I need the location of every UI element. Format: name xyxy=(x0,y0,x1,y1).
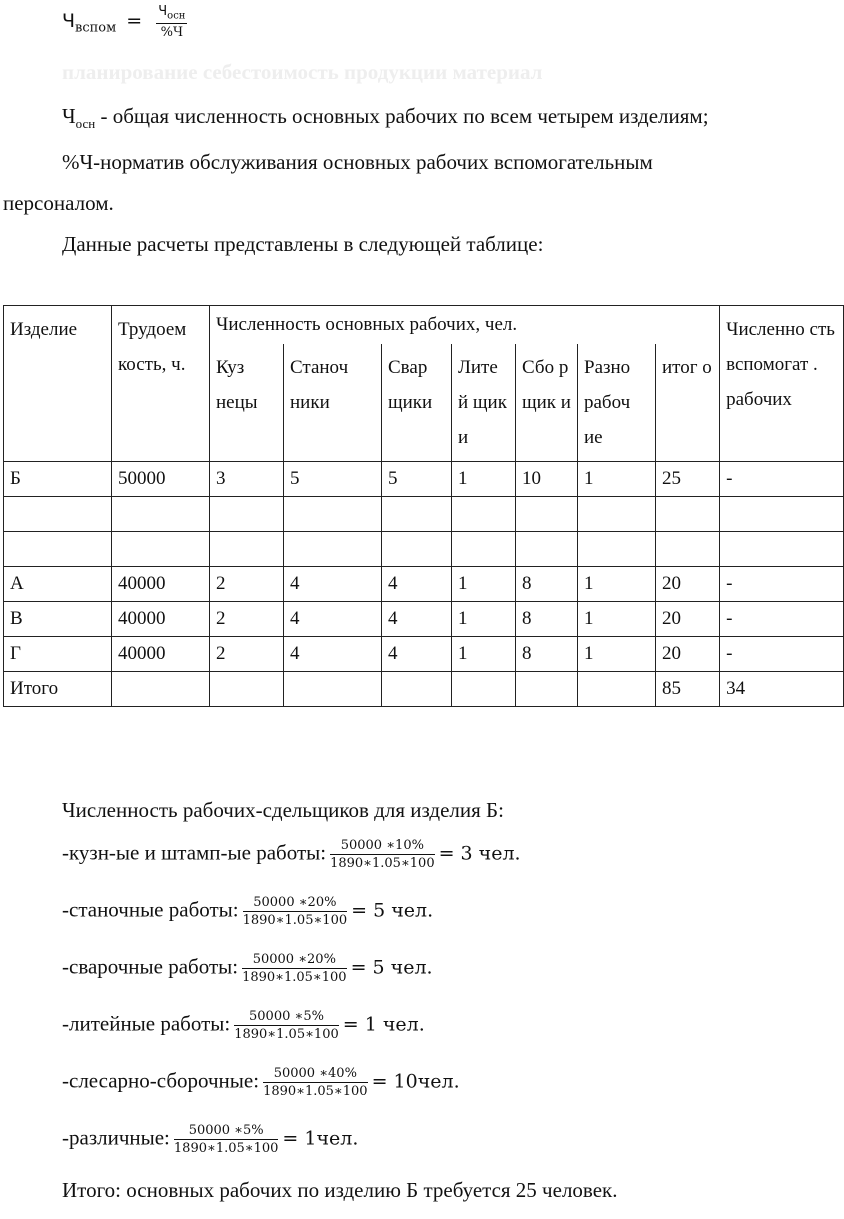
header-labor: Трудоем кость, ч. xyxy=(112,306,210,462)
table-row xyxy=(4,462,844,497)
table-cell: Итого xyxy=(4,672,112,707)
sub-header-assemblers: Сбо р щик и xyxy=(516,344,578,462)
table-cell xyxy=(382,497,452,532)
sub-header-machinists: Станоч ники xyxy=(284,344,382,462)
calc-fraction xyxy=(330,838,435,871)
table-cell: 3 xyxy=(210,462,284,497)
workers-table xyxy=(3,305,844,707)
table-cell: 4 xyxy=(382,567,452,602)
formula-num-sub: осн xyxy=(167,10,186,22)
table-cell xyxy=(516,532,578,567)
formula-eq: = xyxy=(126,9,143,32)
formula-den: %Ч xyxy=(160,24,184,40)
header-aux-workers: Численно сть вспомогат . рабочих xyxy=(720,306,844,462)
calc-label: -сварочные работы: xyxy=(62,954,239,979)
table-cell: 25 xyxy=(656,462,720,497)
table-cell xyxy=(284,672,382,707)
calc-result: = 3 чел. xyxy=(438,842,521,865)
table-cell: 85 xyxy=(656,672,720,707)
table-row xyxy=(4,637,844,672)
formula-lhs-sub: вспом xyxy=(75,20,117,36)
table-cell xyxy=(112,532,210,567)
table-cell xyxy=(210,672,284,707)
calc-denominator: 1890∗1.05∗100 xyxy=(242,913,348,928)
table-cell: В xyxy=(4,602,112,637)
table-cell xyxy=(4,532,112,567)
sub-header-total: итог о xyxy=(656,344,720,462)
def1-sub: осн xyxy=(75,116,96,132)
table-cell: 34 xyxy=(720,672,844,707)
table-cell: 1 xyxy=(578,567,656,602)
table-row xyxy=(4,497,844,532)
table-cell: 20 xyxy=(656,637,720,672)
table-intro: Данные расчеты представлены в следующей таблице: xyxy=(62,232,544,256)
calc-result: = 1 чел. xyxy=(342,1013,425,1036)
table-cell xyxy=(210,497,284,532)
table-cell xyxy=(452,532,516,567)
table-row xyxy=(4,602,844,637)
header-main-workers: Численность основных рабочих, чел. xyxy=(210,306,720,345)
calc-line xyxy=(62,1066,460,1099)
calc-result: = 5 чел. xyxy=(351,899,434,922)
table-row xyxy=(4,532,844,567)
calc-label: -слесарно-сборочные: xyxy=(62,1068,260,1093)
table-cell: 5 xyxy=(382,462,452,497)
table-cell xyxy=(382,532,452,567)
table-cell: 1 xyxy=(452,567,516,602)
table-cell: 1 xyxy=(578,602,656,637)
table-cell: - xyxy=(720,567,844,602)
calc-line xyxy=(62,895,433,928)
def1-symbol: Ч xyxy=(62,104,76,128)
sub-header-founders: Лите й щик и xyxy=(452,344,516,462)
table-cell: 5 xyxy=(284,462,382,497)
table-cell: 40000 xyxy=(112,602,210,637)
table-cell: - xyxy=(720,462,844,497)
sub-header-smiths: Куз нецы xyxy=(210,344,284,462)
formula-num: Ч xyxy=(158,4,168,19)
table-row xyxy=(4,567,844,602)
table-cell: 20 xyxy=(656,567,720,602)
calc-denominator: 1890∗1.05∗100 xyxy=(234,1027,339,1042)
calc-line xyxy=(62,838,521,871)
calc-fraction xyxy=(242,952,347,985)
table-cell xyxy=(516,497,578,532)
formula-lhs: Ч xyxy=(62,9,76,32)
table-cell xyxy=(4,497,112,532)
table-cell: 4 xyxy=(382,602,452,637)
sub-header-laborers: Разно рабоч ие xyxy=(578,344,656,462)
table-cell xyxy=(578,672,656,707)
calc-denominator: 1890∗1.05∗100 xyxy=(242,970,347,985)
calc-result: = 10чел. xyxy=(371,1070,460,1093)
table-cell: - xyxy=(720,637,844,672)
table-cell: 40000 xyxy=(112,637,210,672)
table-cell: 10 xyxy=(516,462,578,497)
table-cell xyxy=(516,672,578,707)
table-cell: 1 xyxy=(578,637,656,672)
calc-label: -различные: xyxy=(62,1125,170,1150)
table-cell xyxy=(452,497,516,532)
calc-result: = 5 чел. xyxy=(350,956,433,979)
table-cell: 1 xyxy=(578,462,656,497)
calc-numerator: 50000 ∗10% xyxy=(330,838,435,855)
table-cell xyxy=(382,672,452,707)
table-cell: Г xyxy=(4,637,112,672)
calc-fraction xyxy=(263,1066,368,1099)
calc-denominator: 1890∗1.05∗100 xyxy=(330,856,435,871)
table-cell: Б xyxy=(4,462,112,497)
table-cell xyxy=(656,497,720,532)
table-cell: 4 xyxy=(284,637,382,672)
definition-main-workers xyxy=(62,104,709,132)
table-cell: - xyxy=(720,602,844,637)
table-cell: 8 xyxy=(516,637,578,672)
calc-result: = 1чел. xyxy=(282,1127,359,1150)
table-cell: 50000 xyxy=(112,462,210,497)
table-cell: 1 xyxy=(452,462,516,497)
calc-line xyxy=(62,1123,358,1156)
total-line: Итого: основных рабочих по изделию Б требуется 25 человек. xyxy=(62,1178,618,1202)
definition-norm-line2: персоналом. xyxy=(3,191,114,215)
table-cell xyxy=(656,532,720,567)
calc-numerator: 50000 ∗20% xyxy=(243,895,348,912)
def1-text: - общая численность основных рабочих по всем четырем изделиям; xyxy=(95,104,709,128)
table-cell xyxy=(452,672,516,707)
table-cell: 8 xyxy=(516,567,578,602)
calc-numerator: 50000 ∗5% xyxy=(234,1009,339,1026)
calc-numerator: 50000 ∗5% xyxy=(174,1123,279,1140)
table-cell xyxy=(284,532,382,567)
table-cell: 2 xyxy=(210,567,284,602)
table-cell: 40000 xyxy=(112,567,210,602)
table-cell xyxy=(210,532,284,567)
calc-fraction xyxy=(234,1009,339,1042)
table-cell: 4 xyxy=(382,637,452,672)
calc-label: -станочные работы: xyxy=(62,897,239,922)
table-cell xyxy=(112,497,210,532)
calc-label: -кузн-ые и штамп-ые работы: xyxy=(62,840,327,865)
calc-line xyxy=(62,952,433,985)
table-cell: 20 xyxy=(656,602,720,637)
table-row xyxy=(4,672,844,707)
table-cell xyxy=(112,672,210,707)
calc-line xyxy=(62,1009,425,1042)
definition-norm-line1: %Ч-норматив обслуживания основных рабочих вспомогательным xyxy=(62,150,653,174)
table-cell xyxy=(720,497,844,532)
table-cell: 1 xyxy=(452,637,516,672)
header-item: Изделие xyxy=(4,306,112,462)
formula-fraction xyxy=(156,4,187,40)
watermark-text: планирование себестоимость продукции материал xyxy=(62,60,543,84)
calc-fraction xyxy=(243,895,348,928)
calc-numerator: 50000 ∗20% xyxy=(242,952,347,969)
formula-aux-workers xyxy=(62,4,191,40)
calc-denominator: 1890∗1.05∗100 xyxy=(263,1084,368,1099)
table-cell xyxy=(578,497,656,532)
calc-label: -литейные работы: xyxy=(62,1011,231,1036)
table-cell: 2 xyxy=(210,602,284,637)
table-cell: А xyxy=(4,567,112,602)
calc-numerator: 50000 ∗40% xyxy=(263,1066,368,1083)
table-cell: 4 xyxy=(284,567,382,602)
table-cell xyxy=(578,532,656,567)
table-cell: 4 xyxy=(284,602,382,637)
table-cell: 8 xyxy=(516,602,578,637)
table-cell: 1 xyxy=(452,602,516,637)
calc-fraction xyxy=(174,1123,279,1156)
sub-header-welders: Свар щики xyxy=(382,344,452,462)
calc-denominator: 1890∗1.05∗100 xyxy=(173,1141,279,1156)
table-cell xyxy=(284,497,382,532)
calc-title: Численность рабочих-сдельщиков для изделия Б: xyxy=(62,798,504,822)
table-cell: 2 xyxy=(210,637,284,672)
table-cell xyxy=(720,532,844,567)
